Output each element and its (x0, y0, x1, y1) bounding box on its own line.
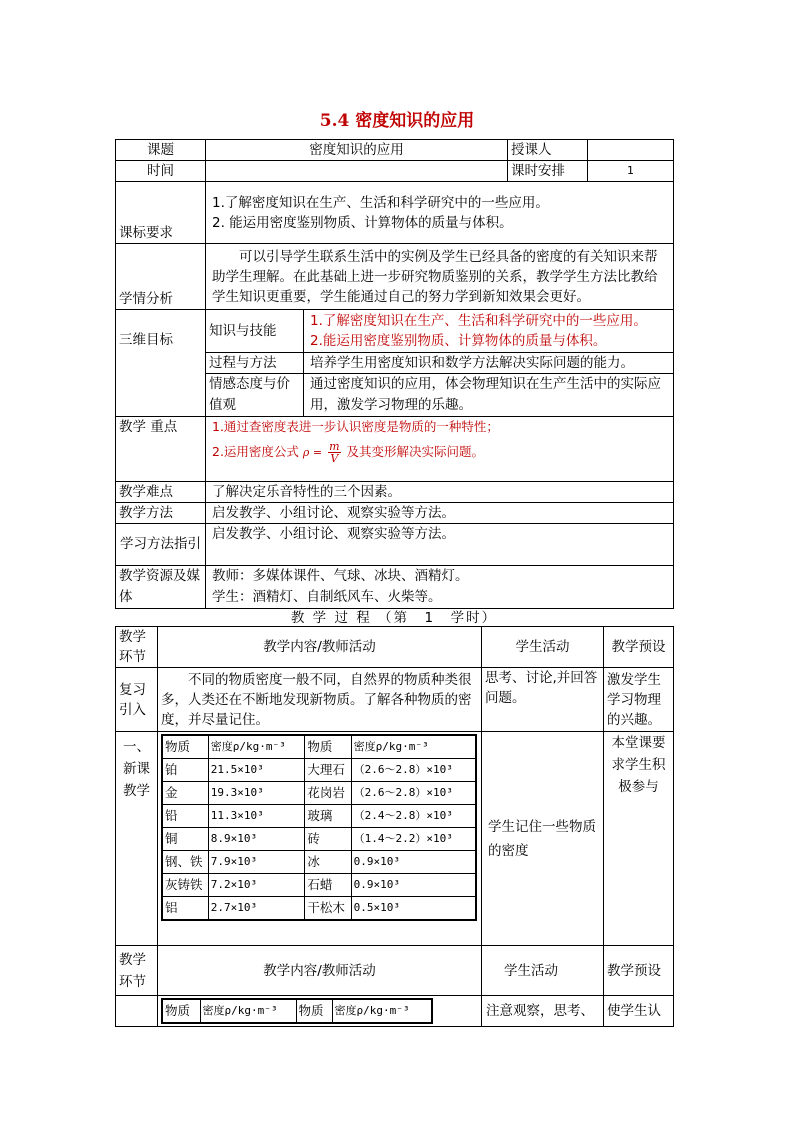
density-header-1: 密度ρ/kg·m⁻³ (208, 735, 305, 759)
col-preset-header: 教学预设 (604, 627, 674, 668)
table-row (162, 759, 476, 782)
table-row (162, 874, 476, 897)
last-density-header-cell (158, 996, 482, 1027)
review-preset: 激发学生学习物理的兴趣。 (604, 668, 674, 732)
density-continued-header-0: 物质 (162, 999, 200, 1023)
methods-text: 启发教学、小组讨论、观察实验等方法。 (206, 503, 674, 524)
density-value: （1.4～2.2）×10³ (351, 828, 476, 851)
formula-denominator: V (330, 452, 339, 465)
keypoints-line-2-prefix: 2.运用密度公式 (212, 444, 299, 459)
col-content-header: 教学内容/教师活动 (158, 627, 482, 668)
emotion-label: 情感态度与价值观 (206, 374, 304, 416)
process-heading: 教 学 过 程 （第 1 学时） (290, 610, 498, 626)
standards-content (206, 182, 674, 244)
goals-knowledge-row (206, 310, 674, 353)
density-header-0: 物质 (162, 735, 208, 759)
new-student: 学生记住一些物质的密度 (482, 732, 604, 946)
density-table-header (162, 735, 476, 759)
resources-label: 教学资源及媒体 (116, 566, 206, 609)
knowledge-text (304, 310, 674, 352)
review-content: 不同的物质密度一般不同，自然界的物质种类很多，人类还在不断地发现新物质。了解各种物质的密度，并尽量记住。 (158, 668, 482, 732)
process-label: 过程与方法 (206, 353, 304, 373)
material-name: 大理石 (305, 759, 351, 782)
density-value: 2.7×10³ (208, 897, 305, 921)
density-table (161, 734, 477, 921)
density-continued-header-2: 物质 (296, 999, 332, 1023)
formula-lhs: ρ = (302, 446, 323, 459)
material-name: 铝 (162, 897, 208, 921)
col-stage-header: 教学环节 (116, 627, 158, 668)
material-name: 冰 (305, 851, 351, 874)
density-table-cell (158, 732, 482, 946)
time-label: 时间 (116, 161, 206, 182)
hours-label: 课时安排 (508, 161, 588, 182)
new-preset: 本堂课要求学生积极参与 (604, 732, 674, 946)
emotion-text: 通过密度知识的应用，体会物理知识在生产生活中的实际应用，激发学习物理的乐趣。 (310, 376, 661, 413)
material-name: 玻璃 (305, 805, 351, 828)
knowledge-label: 知识与技能 (206, 310, 304, 352)
material-name: 铂 (162, 759, 208, 782)
density-value: （2.4～2.8）×10³ (351, 805, 476, 828)
table-row (162, 897, 476, 921)
topic-label: 课题 (116, 140, 206, 161)
density-continued-header-3: 密度ρ/kg·m⁻³ (332, 999, 432, 1023)
keypoints-line-2 (212, 441, 670, 464)
teacher-value (588, 140, 674, 161)
difficulty-label: 教学难点 (116, 482, 206, 503)
process-text: 培养学生用密度知识和数学方法解决实际问题的能力。 (310, 355, 634, 371)
density-value: 21.5×10³ (208, 759, 305, 782)
teaching-process-table (115, 626, 674, 1027)
table-row (162, 828, 476, 851)
density-value: 8.9×10³ (208, 828, 305, 851)
analysis-label: 学情分析 (116, 244, 206, 310)
density-value: 7.2×10³ (208, 874, 305, 897)
material-name: 灰铸铁 (162, 874, 208, 897)
study-label: 学习方法指引 (116, 524, 206, 566)
density-header-3: 密度ρ/kg·m⁻³ (351, 735, 476, 759)
density-table-continued-header (162, 999, 432, 1023)
density-value: （2.6～2.8）×10³ (351, 759, 476, 782)
resources-teacher: 教师：多媒体课件、气球、冰块、酒精灯。 (212, 568, 469, 584)
keypoints-content (206, 417, 674, 482)
last-student: 注意观察，思考、 (482, 996, 604, 1027)
difficulty-text: 了解决定乐音特性的三个因素。 (206, 482, 674, 503)
lesson-info-table (115, 139, 674, 609)
methods-label: 教学方法 (116, 503, 206, 524)
col-student-header: 学生活动 (482, 627, 604, 668)
density-value: 0.9×10³ (351, 874, 476, 897)
standards-line-1: 1.了解密度知识在生产、生活和科学研究中的一些应用。 (212, 194, 549, 211)
table-row (162, 782, 476, 805)
material-name: 铅 (162, 805, 208, 828)
knowledge-line-2: 2.能运用密度鉴别物质、计算物体的质量与体积。 (310, 333, 607, 349)
last-preset: 使学生认 (604, 996, 674, 1027)
standards-line-2: 2. 能运用密度鉴别物质、计算物体的质量与体积。 (212, 214, 513, 231)
density-value: （2.6～2.8）×10³ (351, 782, 476, 805)
new-stage: 一、新课教学 (116, 732, 158, 946)
last-stage (116, 996, 158, 1027)
time-value (206, 161, 508, 182)
density-header-2: 物质 (305, 735, 351, 759)
density-table-continued (161, 998, 433, 1024)
density-formula (328, 441, 340, 464)
goals-emotion-row (206, 374, 674, 417)
standards-label: 课标要求 (116, 182, 206, 244)
material-name: 钢、铁 (162, 851, 208, 874)
analysis-text: 可以引导学生联系生活中的实例及学生已经具备的密度的有关知识来帮助学生理解。在此基础上进一步研究物质鉴别的关系，教学学生方法比教给学生知识更重要，学生能通过自己的努力学到新知效果会更好。 (206, 244, 674, 310)
keypoints-line-1: 1.通过查密度表进一步认识密度是物质的一种特性； (212, 419, 499, 434)
teacher-label: 授课人 (508, 140, 588, 161)
material-name: 金 (162, 782, 208, 805)
table-row (162, 851, 476, 874)
resources-content (206, 566, 674, 609)
study-text: 启发教学、小组讨论、观察实验等方法。 (206, 524, 674, 566)
hours-value: 1 (588, 161, 674, 182)
material-name: 干松木 (305, 897, 351, 921)
density-table-body (162, 759, 476, 921)
formula-numerator: m (329, 440, 340, 453)
density-value: 0.9×10³ (351, 851, 476, 874)
student2-header: 学生活动 (482, 946, 604, 996)
content2-header: 教学内容/教师活动 (158, 946, 482, 996)
keypoints-line-2-suffix: 及其变形解决实际问题。 (346, 444, 485, 459)
density-continued-header-1: 密度ρ/kg·m⁻³ (200, 999, 296, 1023)
density-value: 19.3×10³ (208, 782, 305, 805)
goals-label: 三维目标 (116, 310, 206, 417)
material-name: 石蜡 (305, 874, 351, 897)
topic-value: 密度知识的应用 (206, 140, 508, 161)
stage2-header: 教学环节 (116, 946, 158, 996)
preset2-header: 教学预设 (604, 946, 674, 996)
review-student: 思考、讨论,并回答问题。 (482, 668, 604, 732)
material-name: 砖 (305, 828, 351, 851)
density-value: 11.3×10³ (208, 805, 305, 828)
review-stage: 复习引入 (116, 668, 158, 732)
goals-process-row (206, 353, 674, 374)
table-row (162, 805, 476, 828)
material-name: 花岗岩 (305, 782, 351, 805)
material-name: 铜 (162, 828, 208, 851)
resources-student: 学生：酒精灯、自制纸风车、火柴等。 (212, 589, 442, 605)
page-title: 5.4 密度知识的应用 (319, 111, 475, 131)
knowledge-line-1: 1.了解密度知识在生产、生活和科学研究中的一些应用。 (310, 313, 647, 329)
density-value: 7.9×10³ (208, 851, 305, 874)
density-value: 0.5×10³ (351, 897, 476, 921)
keypoints-label: 教学 重点 (116, 417, 206, 482)
